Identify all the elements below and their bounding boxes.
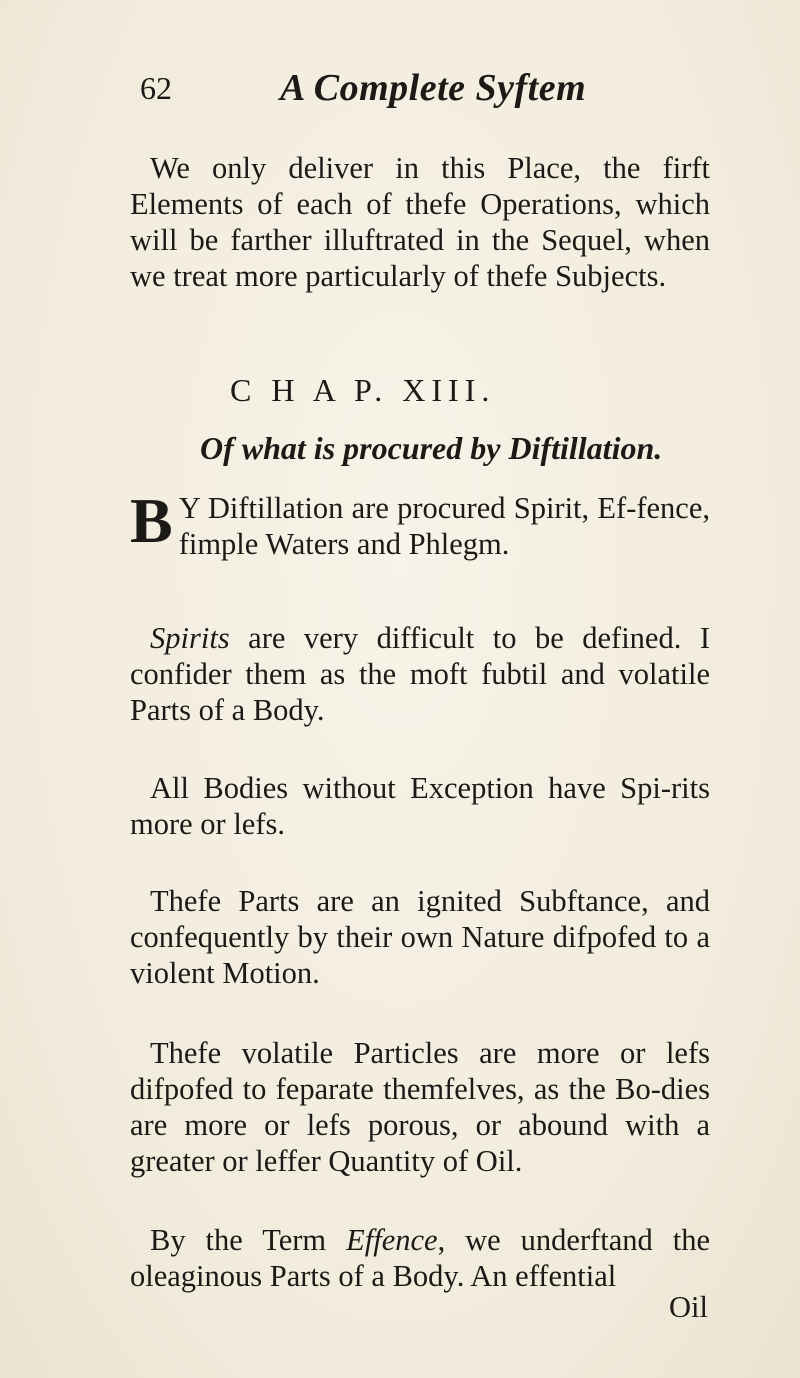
intro-paragraph: We only deliver in this Place, the firft Elements of each of thefe Operations, which will be farther illuftrated in the Sequel, when we treat more particularly of thefe Subjects. <box>130 151 710 293</box>
paragraph-text-before: By the Term <box>150 1223 347 1257</box>
drop-cap: B <box>130 485 173 556</box>
running-head <box>140 58 700 118</box>
paragraph-effence <box>130 1222 710 1294</box>
running-title: A Complete Syftem <box>280 67 587 109</box>
chapter-title: Of what is procured by Diftillation. <box>200 430 663 466</box>
paragraph-text: Thefe volatile Particles are more or lefs difpofed to feparate themfelves, as the Bo-dies are more or lefs porous, or abound with a greater or leffer Quantity of Oil. <box>130 1036 710 1178</box>
catchword: Oil <box>669 1290 708 1324</box>
chapter-heading: C H A P. XIII. <box>230 372 496 408</box>
paragraph-text-after: , we underftand the oleaginous Parts of a Body. An effential <box>130 1223 710 1293</box>
paragraph-text: All Bodies without Exception have Spi-rits more or lefs. <box>130 771 710 841</box>
paragraph-text: Thefe Parts are an ignited Subftance, and confequently by their own Nature difpofed to a violent Motion. <box>130 884 710 990</box>
term-effence: Effence <box>346 1223 438 1257</box>
opening-paragraph <box>130 485 710 562</box>
opening-text: Y Diftillation are procured Spirit, Ef-fence, fimple Waters and Phlegm. <box>178 491 710 561</box>
paragraph-text: are very difficult to be defined. I confider them as the moft fubtil and volatile Parts of a Body. <box>130 621 710 727</box>
term-spirits: Spirits <box>150 621 230 655</box>
paragraph-parts <box>130 883 710 991</box>
intro-paragraph-block <box>130 150 710 294</box>
page-number: 62 <box>140 70 172 106</box>
paragraph-particles <box>130 1035 710 1179</box>
paragraph-bodies <box>130 770 710 842</box>
paragraph-spirits <box>130 620 710 728</box>
